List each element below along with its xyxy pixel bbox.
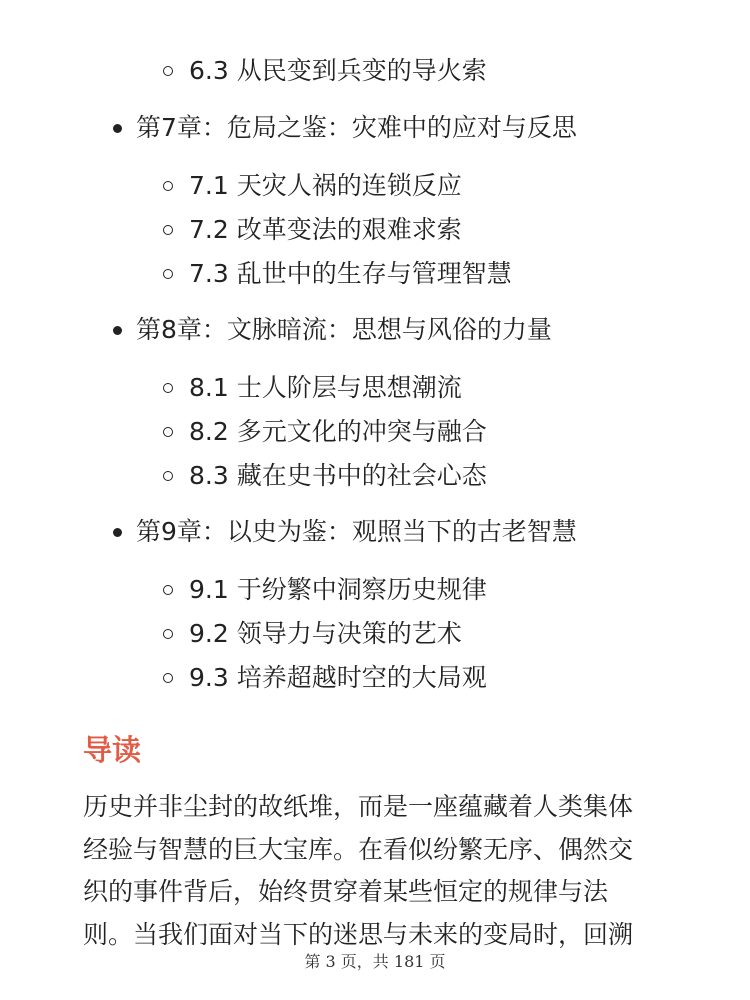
hollow-bullet-icon	[163, 673, 173, 683]
toc-subsection: 7.1 天灾人祸的连锁反应	[189, 171, 462, 200]
toc-subsection: 6.3 从民变到兵变的导火索	[189, 56, 487, 85]
toc-subsection: 9.2 领导力与决策的艺术	[189, 619, 462, 648]
hollow-bullet-icon	[163, 629, 173, 639]
paragraph-line: 织的事件背后，始终贯穿着某些恒定的规律与法	[83, 877, 609, 906]
toc-subsection: 9.1 于纷繁中洞察历史规律	[189, 575, 487, 604]
hollow-bullet-icon	[163, 181, 173, 191]
filled-bullet-icon	[113, 326, 122, 335]
hollow-bullet-icon	[163, 383, 173, 393]
paragraph-line: 则。当我们面对当下的迷思与未来的变局时，回溯	[83, 919, 634, 949]
hollow-bullet-icon	[163, 269, 173, 279]
toc-subsection: 7.2 改革变法的艰难求索	[189, 215, 462, 244]
paragraph-line: 历史并非尘封的故纸堆，而是一座蕴藏着人类集体	[83, 792, 634, 821]
toc-subsection: 8.3 藏在史书中的社会心态	[189, 461, 487, 490]
toc-subsection: 7.3 乱世中的生存与管理智慧	[189, 259, 512, 288]
filled-bullet-icon	[113, 528, 122, 537]
hollow-bullet-icon	[163, 585, 173, 595]
toc-chapter: 第9章：以史为鉴：观照当下的古老智慧	[136, 517, 577, 546]
page-number-footer: 第 3 页，共 181 页	[304, 952, 446, 971]
toc-subsection: 8.2 多元文化的冲突与融合	[189, 417, 487, 446]
toc-subsection: 8.1 士人阶层与思想潮流	[189, 373, 462, 402]
section-heading: 导读	[83, 733, 142, 767]
paragraph-line: 经验与智慧的巨大宝库。在看似纷繁无序、偶然交	[83, 834, 634, 864]
hollow-bullet-icon	[163, 66, 173, 76]
hollow-bullet-icon	[163, 427, 173, 437]
toc-chapter: 第7章：危局之鉴：灾难中的应对与反思	[136, 113, 577, 142]
toc-subsection: 9.3 培养超越时空的大局观	[189, 663, 487, 692]
hollow-bullet-icon	[163, 471, 173, 481]
body-paragraph	[83, 786, 683, 956]
filled-bullet-icon	[113, 124, 122, 133]
hollow-bullet-icon	[163, 225, 173, 235]
toc-chapter: 第8章：文脉暗流：思想与风俗的力量	[136, 315, 552, 344]
